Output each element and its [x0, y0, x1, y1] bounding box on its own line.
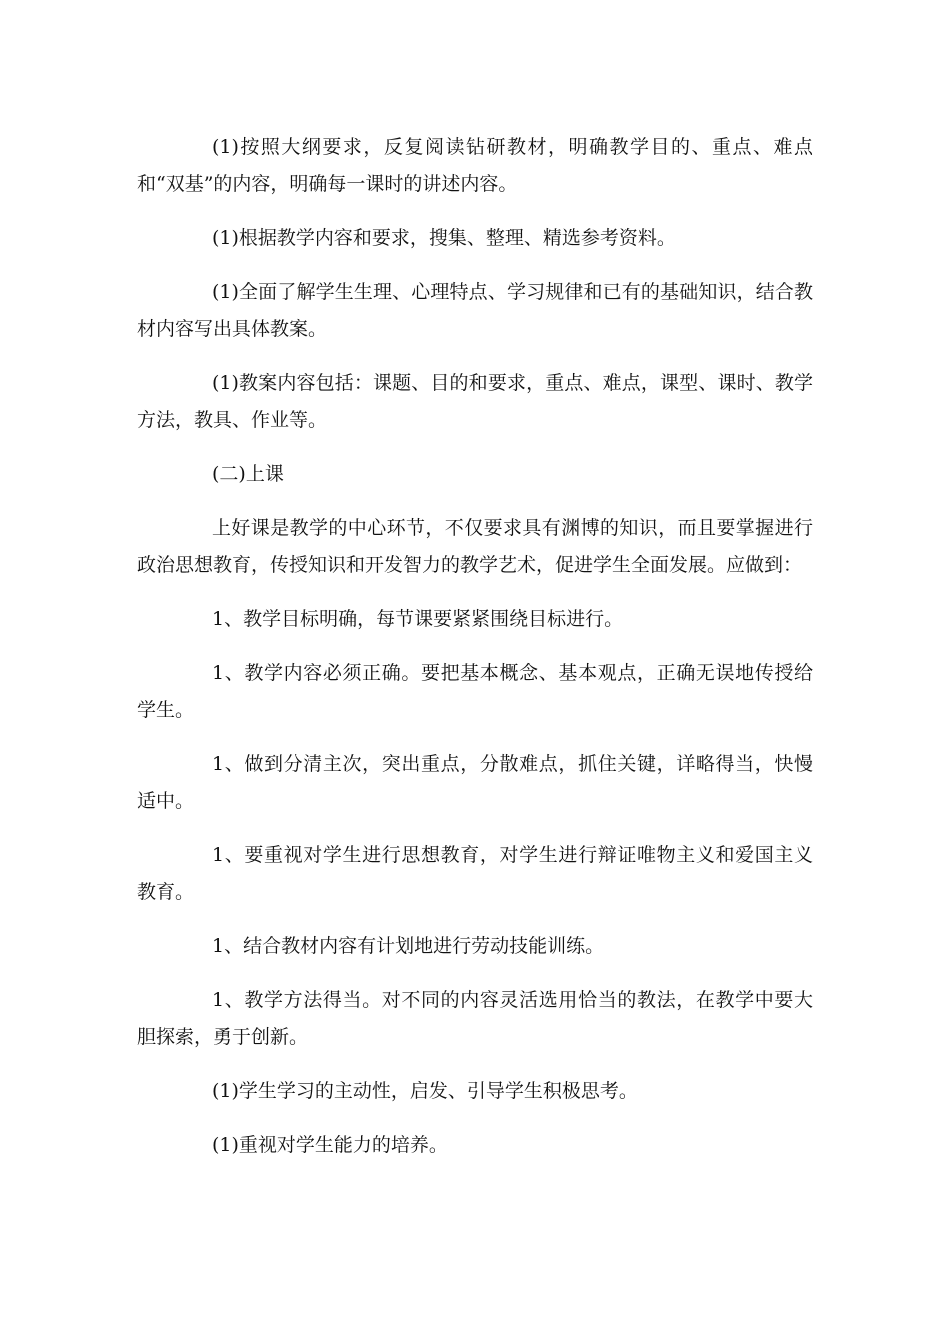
- paragraph-prep-students: (1)全面了解学生生理、心理特点、学习规律和已有的基础知识，结合教材内容写出具体教案。: [137, 281, 813, 340]
- list-item-goal: 1、教学目标明确，每节课要紧紧围绕目标进行。: [212, 608, 624, 630]
- list-item-content: 1、教学内容必须正确。要把基本概念、基本观点，正确无误地传授给学生。: [137, 662, 813, 721]
- paragraph-prep-lesson-plan: (1)教案内容包括：课题、目的和要求，重点、难点，课型、课时、教学方法，教具、作业等。: [137, 372, 813, 431]
- document-body: [137, 129, 813, 1181]
- paragraph-prep-syllabus: (1)按照大纲要求，反复阅读钻研教材，明确教学目的、重点、难点和“双基”的内容，明确每一课时的讲述内容。: [137, 136, 813, 195]
- sub-item-ability: (1)重视对学生能力的培养。: [212, 1134, 448, 1156]
- list-item-labor-skills: 1、结合教材内容有计划地进行劳动技能训练。: [212, 935, 605, 957]
- list-item-focus: 1、做到分清主次，突出重点，分散难点，抓住关键，详略得当，快慢适中。: [137, 753, 813, 812]
- list-item-method: 1、教学方法得当。对不同的内容灵活选用恰当的教法，在教学中要大胆探索，勇于创新。: [137, 989, 813, 1048]
- list-item-ideology: 1、要重视对学生进行思想教育，对学生进行辩证唯物主义和爱国主义教育。: [137, 844, 813, 903]
- paragraph-prep-materials: (1)根据教学内容和要求，搜集、整理、精选参考资料。: [212, 227, 676, 249]
- sub-item-initiative: (1)学生学习的主动性，启发、引导学生积极思考。: [212, 1080, 638, 1102]
- paragraph-class-intro: 上好课是教学的中心环节，不仅要求具有渊博的知识，而且要掌握进行政治思想教育，传授知识和开发智力的教学艺术，促进学生全面发展。应做到：: [137, 517, 813, 576]
- section-heading-class: (二)上课: [212, 463, 284, 485]
